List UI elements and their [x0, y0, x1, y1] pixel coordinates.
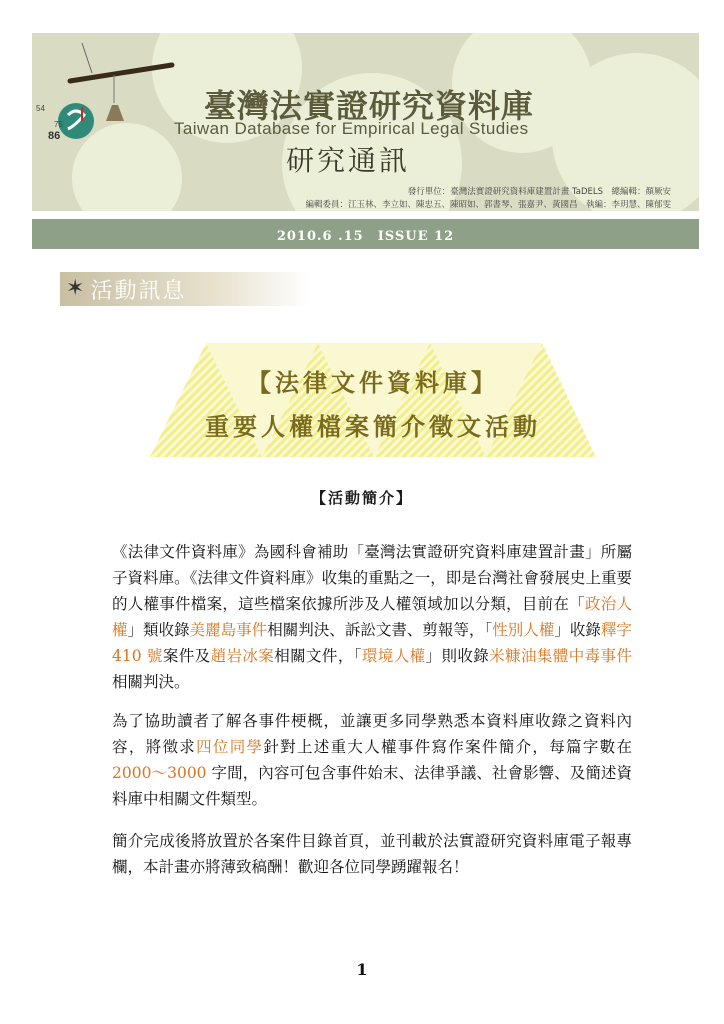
highlight-text: 美麗島事件 — [189, 621, 268, 639]
logo-number-75: 75 — [54, 120, 63, 129]
page-number: 1 — [356, 960, 368, 979]
issue-bar — [32, 219, 699, 249]
highlight-text: 政治人權 — [112, 595, 632, 639]
body-text: 」則收錄 — [425, 647, 490, 665]
section-heading — [60, 272, 310, 306]
body-text: 相關文件，「 — [274, 647, 362, 665]
paragraph-3 — [112, 828, 632, 880]
banner-title-zh: 臺灣法實證研究資料庫 — [204, 87, 535, 125]
body-text: 針對上述重大人權事件寫作案件簡介，每篇字數在 — [263, 738, 632, 756]
body-text: 相關判決、訴訟文書、剪報等，「 — [267, 621, 493, 639]
highlight-text: 四位同學 — [196, 738, 264, 756]
credits-publisher: 發行單位：臺灣法實證研究資料庫建置計畫 TaDELS 總編輯：顏厥安 — [407, 187, 671, 197]
logo-number-86: 86 — [48, 130, 61, 142]
event-title-line1: 【法律文件資料庫】 — [247, 368, 499, 397]
highlight-text: 2000～3000 — [112, 764, 207, 782]
header-banner — [32, 33, 699, 211]
body-text: 為了協助讀者了解各事件梗概，並讓更多同學熟悉本資料庫收錄之資料內容，將徵求 — [112, 712, 632, 756]
body-text: 」類收錄 — [127, 621, 190, 639]
body-text: 字間，內容可包含事件始末、法律爭議、社會影響、及簡述資料庫中相關文件類型。 — [112, 764, 632, 808]
banner-title-en: Taiwan Database for Empirical Legal Studies — [174, 119, 529, 138]
body-text: 案件及 — [162, 647, 211, 665]
newsletter-label: 研究通訊 — [286, 144, 411, 177]
paragraph-2 — [112, 708, 632, 812]
paragraph-1 — [112, 539, 632, 695]
issue-label: 2010.6 .15 ISSUE 12 — [276, 228, 455, 244]
credits-editors: 編輯委員：江玉林、李立如、陳忠五、陳昭如、郭書琴、張嘉尹、黃國昌 執編：李玥慧、陳郁雯 — [305, 200, 671, 210]
body-text: 簡介完成後將放置於各案件目錄首頁，並刊載於法實證研究資料庫電子報專欄，本計畫亦將薄致稿酬！歡迎各位同學踴躍報名！ — [112, 832, 632, 876]
logo-number-54: 54 — [36, 104, 45, 113]
body-text: 相關判決。 — [112, 673, 190, 691]
highlight-text: 釋字 410 號 — [112, 621, 632, 665]
highlight-text: 性別人權 — [492, 621, 555, 639]
highlight-text: 米糠油集體中毒事件 — [489, 647, 632, 665]
event-title-block — [150, 343, 596, 457]
highlight-text: 趙岩冰案 — [210, 647, 275, 665]
tadels-logo-icon — [32, 33, 192, 211]
highlight-text: 環境人權 — [361, 647, 426, 665]
body-text: 」收錄 — [554, 621, 601, 639]
section-title: 活動訊息 — [90, 278, 187, 304]
intro-heading: 【活動簡介】 — [310, 489, 413, 507]
event-title-line2: 重要人權檔案簡介徵文活動 — [205, 412, 541, 441]
star-icon: ✶ — [66, 276, 85, 301]
body-text: 《法律文件資料庫》為國科會補助「臺灣法實證研究資料庫建置計畫」所屬子資料庫。《法律文件資料庫》收集的重點之一，即是台灣社會發展史上重要的人權事件檔案，這些檔案依據所涉及人權領域加以分類，目前在「 — [112, 543, 632, 613]
